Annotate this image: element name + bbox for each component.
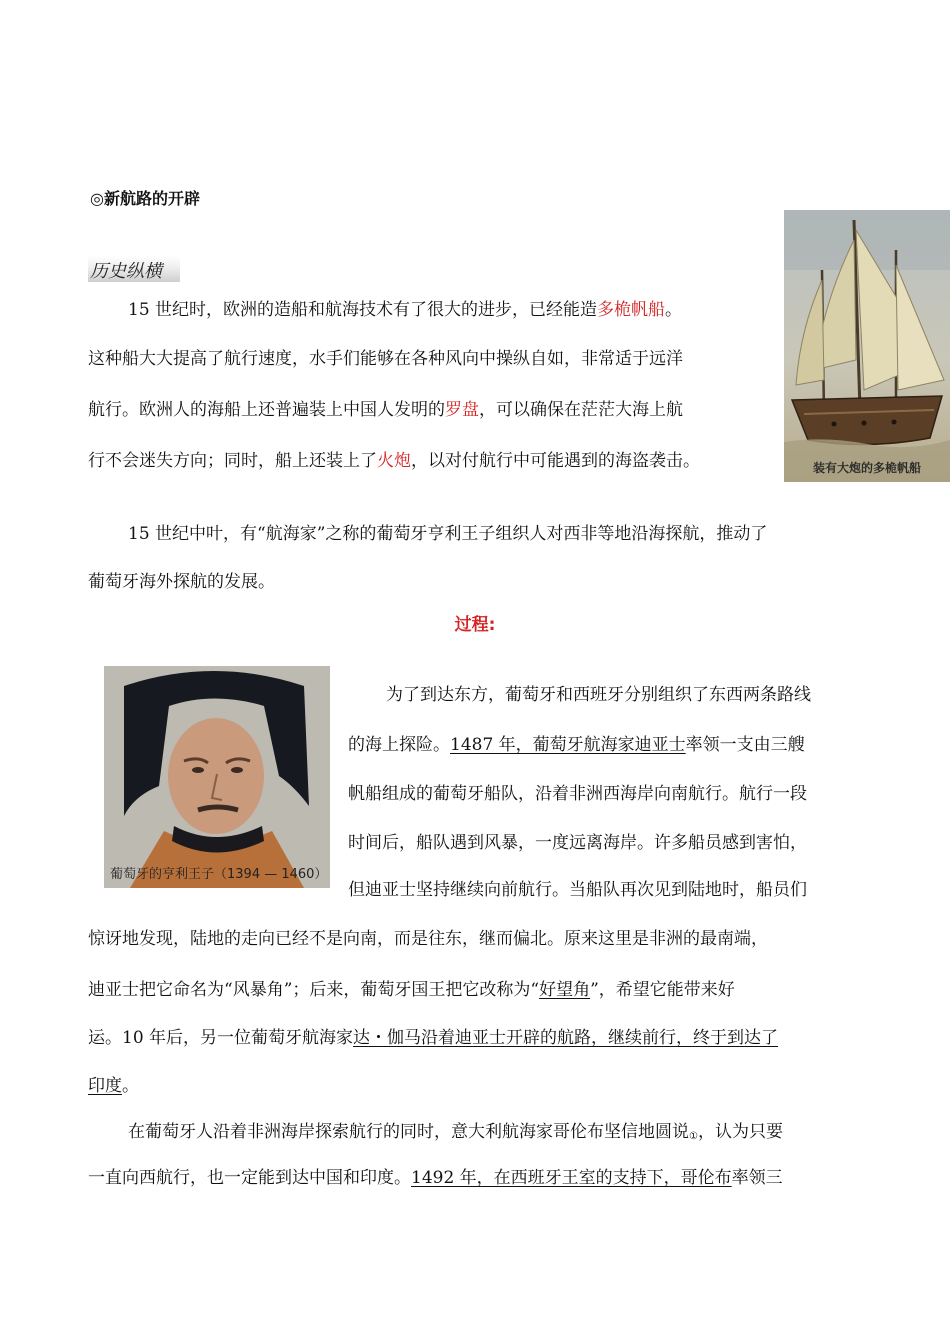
text: ，可以确保在茫茫大海上航 xyxy=(479,400,683,420)
para3-line6: 惊讶地发现，陆地的走向已经不是向南，而是往东，继而偏北。原来这里是非洲的最南端， xyxy=(88,929,768,949)
text: 行不会迷失方向；同时，船上还装上了 xyxy=(88,451,377,471)
para1-line2: 这种船大大提高了航行速度，水手们能够在各种风向中操纵自如，非常适于远洋 xyxy=(88,349,683,369)
text: 迪亚士把它命名为“风暴角”；后来，葡萄牙国王把它改称为“ xyxy=(88,980,540,1000)
portrait-image xyxy=(104,666,330,888)
para3-line2 xyxy=(348,733,805,757)
text: 的海上探险。 xyxy=(348,735,450,755)
ship-illustration xyxy=(784,210,950,482)
para4-line1 xyxy=(128,1120,783,1149)
text: 航行。欧洲人的海船上还普遍装上中国人发明的 xyxy=(88,400,445,420)
para2-line1: 15 世纪中叶，有“航海家”之称的葡萄牙亨利王子组织人对西非等地沿海探航，推动了 xyxy=(128,524,768,544)
ship-caption: 装有大炮的多桅帆船 xyxy=(812,461,921,475)
highlight-multi-mast-ship: 多桅帆船 xyxy=(597,300,666,320)
para3-line9 xyxy=(88,1074,139,1098)
para3-line8 xyxy=(88,1026,778,1050)
highlight-cannon: 火炮 xyxy=(377,451,411,471)
text: ”，希望它能带来好 xyxy=(590,980,735,1000)
text: 率领一支由三艘 xyxy=(685,735,805,755)
text: 。 xyxy=(122,1076,139,1096)
section-title: ◎新航路的开辟 xyxy=(90,189,200,208)
highlight-compass: 罗盘 xyxy=(445,400,479,420)
history-tag xyxy=(88,256,180,282)
underlined-cape-good-hope: 好望角 xyxy=(539,980,591,1000)
para1-line1 xyxy=(128,298,682,322)
underlined-dias-1487: 1487 年，葡萄牙航海家迪亚士 xyxy=(450,735,686,755)
para3-line3: 帆船组成的葡萄牙船队，沿着非洲西海岸向南航行。航行一段 xyxy=(348,784,807,804)
para3-line4: 时间后，船队遇到风暴，一度远离海岸。许多船员感到害怕， xyxy=(348,833,807,853)
underlined-columbus-1492: 1492 年，在西班牙王室的支持下，哥伦布 xyxy=(411,1168,732,1188)
para3-line7 xyxy=(88,978,735,1002)
para1-line4 xyxy=(88,449,700,473)
para2-line2: 葡萄牙海外探航的发展。 xyxy=(88,572,275,592)
text: 15 世纪时，欧洲的造船和航海技术有了很大的进步，已经能造 xyxy=(128,300,598,320)
text: 。 xyxy=(665,300,683,320)
prince-henry-portrait xyxy=(104,666,330,888)
portrait-caption: 葡萄牙的亨利王子（1394 — 1460） xyxy=(110,867,328,882)
process-heading: 过程: xyxy=(454,615,496,635)
para3-line1: 为了到达东方，葡萄牙和西班牙分别组织了东西两条路线 xyxy=(386,685,811,705)
para3-line5: 但迪亚士坚持继续向前航行。当船队再次见到陆地时，船员们 xyxy=(348,880,807,900)
footnote-marker: ① xyxy=(689,1131,698,1142)
text: 运。10 年后，另一位葡萄牙航海家 xyxy=(88,1028,354,1048)
text: ，以对付航行中可能遇到的海盗袭击。 xyxy=(411,451,700,471)
underlined-da-gama: 达・伽马沿着迪亚士开辟的航路，继续前行，终于到达了 xyxy=(353,1028,779,1048)
text: 率领三 xyxy=(731,1168,783,1188)
ship-image xyxy=(784,210,950,482)
text: 一直向西航行，也一定能到达中国和印度。 xyxy=(88,1168,411,1188)
para4-line2 xyxy=(88,1166,783,1190)
text: ，认为只要 xyxy=(697,1122,783,1142)
history-tag-label: 历史纵横 xyxy=(90,261,162,282)
para1-line3 xyxy=(88,398,683,422)
underlined-india: 印度 xyxy=(88,1076,122,1096)
text: 在葡萄牙人沿着非洲海岸探索航行的同时，意大利航海家哥伦布坚信地圆说 xyxy=(128,1122,689,1142)
